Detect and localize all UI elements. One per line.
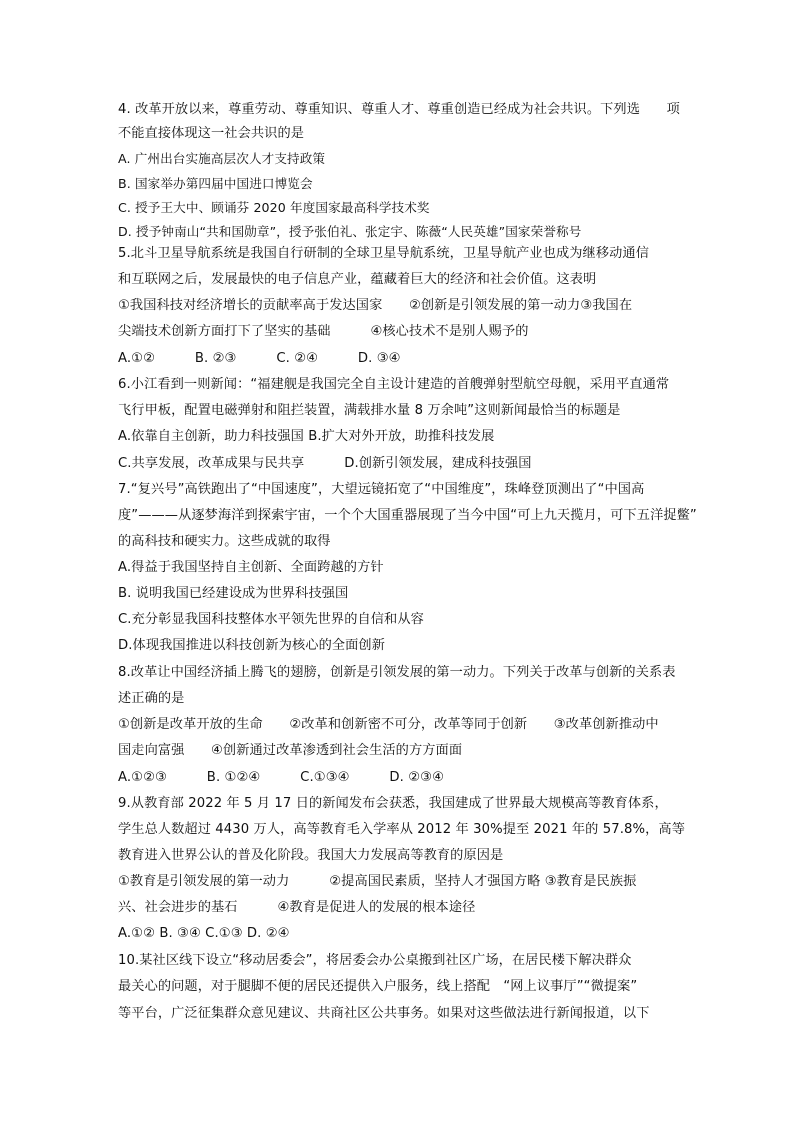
question-10-stem-line: 10.某社区线下设立“移动居委会”，将居委会办公桌搬到社区广场，在居民楼下解决群众 (118, 953, 632, 968)
question-7-stem-line: 度”———从逐梦海洋到探索宇宙，一个个大国重器展现了当今中国“可上九天揽月，可下五洋捉鳖” (118, 508, 697, 523)
question-9-stem-line: 9.从教育部 2022 年 5 月 17 日的新闻发布会获悉，我国建成了世界最大规模高等教育体系， (118, 796, 668, 811)
question-8-stem-line: 述正确的是 (118, 691, 185, 706)
question-5-stem-line: 和互联网之后，发展最快的电子信息产业，蕴藏着巨大的经济和社会价值。这表明 (118, 272, 597, 287)
question-4-option-b: B. 国家举办第四届中国进口博览会 (118, 176, 313, 191)
question-4-option-d: D. 授予钟南山“共和国勋章”，授予张伯礼、张定宇、陈薇“人民英雄”国家荣誉称号 (118, 224, 582, 239)
question-6-options-ab: A.依靠自主创新，助力科技强国 B.扩大对外开放，助推科技发展 (118, 429, 495, 444)
question-7-option-b: B. 说明我国已经建设成为世界科技强国 (118, 586, 349, 601)
question-7-option-c: C.充分彰显我国科技整体水平领先世界的自信和从容 (118, 612, 424, 627)
question-10-stem-line: 等平台，广泛征集群众意见建议、共商社区公共事务。如果对这些做法进行新闻报道，以下 (118, 1006, 650, 1021)
question-8-options: A.①②③ B. ①②④ C.①③④ D. ②③④ (118, 770, 445, 785)
question-9-statement-line: 兴、社会进步的基石 ④教育是促进人的发展的根本途径 (118, 900, 476, 915)
question-5-statement-line: ①我国科技对经济增长的贡献率高于发达国家 ②创新是引领发展的第一动力③我国在 (118, 298, 633, 313)
question-7-stem-line: 7.“复兴号”高铁跑出了“中国速度”，大望远镜拓宽了“中国维度”，珠峰登顶测出了“中国高 (118, 482, 645, 497)
question-6-stem-line: 飞行甲板，配置电磁弹射和阻拦装置，满载排水量 8 万余吨”这则新闻最恰当的标题是 (118, 403, 621, 418)
question-5-stem-line: 5.北斗卫星导航系统是我国自行研制的全球卫星导航系统，卫星导航产业也成为继移动通信 (118, 246, 649, 261)
question-6-options-cd: C.共享发展，改革成果与民共享 D.创新引领发展，建成科技强国 (118, 456, 532, 471)
question-7-stem-line: 的高科技和硬实力。这些成就的取得 (118, 534, 331, 549)
question-4-option-c: C. 授予王大中、顾诵芬 2020 年度国家最高科学技术奖 (118, 200, 430, 215)
question-6-stem-line: 6.小江看到一则新闻：“福建舰是我国完全自主设计建造的首艘弹射型航空母舰，采用平直通常 (118, 377, 670, 392)
question-4-option-a: A. 广州出台实施高层次人才支持政策 (118, 151, 326, 166)
question-8-stem-line: 8.改革让中国经济插上腾飞的翅膀，创新是引领发展的第一动力。下列关于改革与创新的关系表 (118, 665, 676, 680)
question-10-stem-line: 最关心的问题，对于腿脚不便的居民还提供入户服务，线上搭配 “网上议事厅”“微提案” (118, 979, 638, 994)
question-8-statement-line: 国走向富强 ④创新通过改革渗透到社会生活的方方面面 (118, 743, 463, 758)
question-7-option-a: A.得益于我国坚持自主创新、全面跨越的方针 (118, 560, 384, 575)
question-9-stem-line: 学生总人数超过 4430 万人，高等教育毛入学率从 2012 年 30%提至 2021 年的 57.8%，高等 (118, 822, 685, 837)
question-5-options: A.①② B. ②③ C. ②④ D. ③④ (118, 351, 401, 366)
question-9-statement-line: ①教育是引领发展的第一动力 ②提高国民素质，坚持人才强国方略 ③教育是民族振 (118, 874, 637, 889)
question-4-stem-line: 不能直接体现这一社会共识的是 (118, 126, 305, 141)
question-9-stem-line: 教育进入世界公认的普及化阶段。我国大力发展高等教育的原因是 (118, 848, 504, 863)
question-8-statement-line: ①创新是改革开放的生命 ②改革和创新密不可分，改革等同于创新 ③改革创新推动中 (118, 717, 659, 732)
question-4-stem-line: 4. 改革开放以来，尊重劳动、尊重知识、尊重人才、尊重创造已经成为社会共识。下列选 项 (118, 102, 680, 117)
question-7-option-d: D.体现我国推进以科技创新为核心的全面创新 (118, 638, 386, 653)
question-5-statement-line: 尖端技术创新方面打下了坚实的基础 ④核心技术不是别人赐予的 (118, 324, 529, 339)
question-9-options: A.①② B. ③④ C.①③ D. ②④ (118, 926, 290, 941)
